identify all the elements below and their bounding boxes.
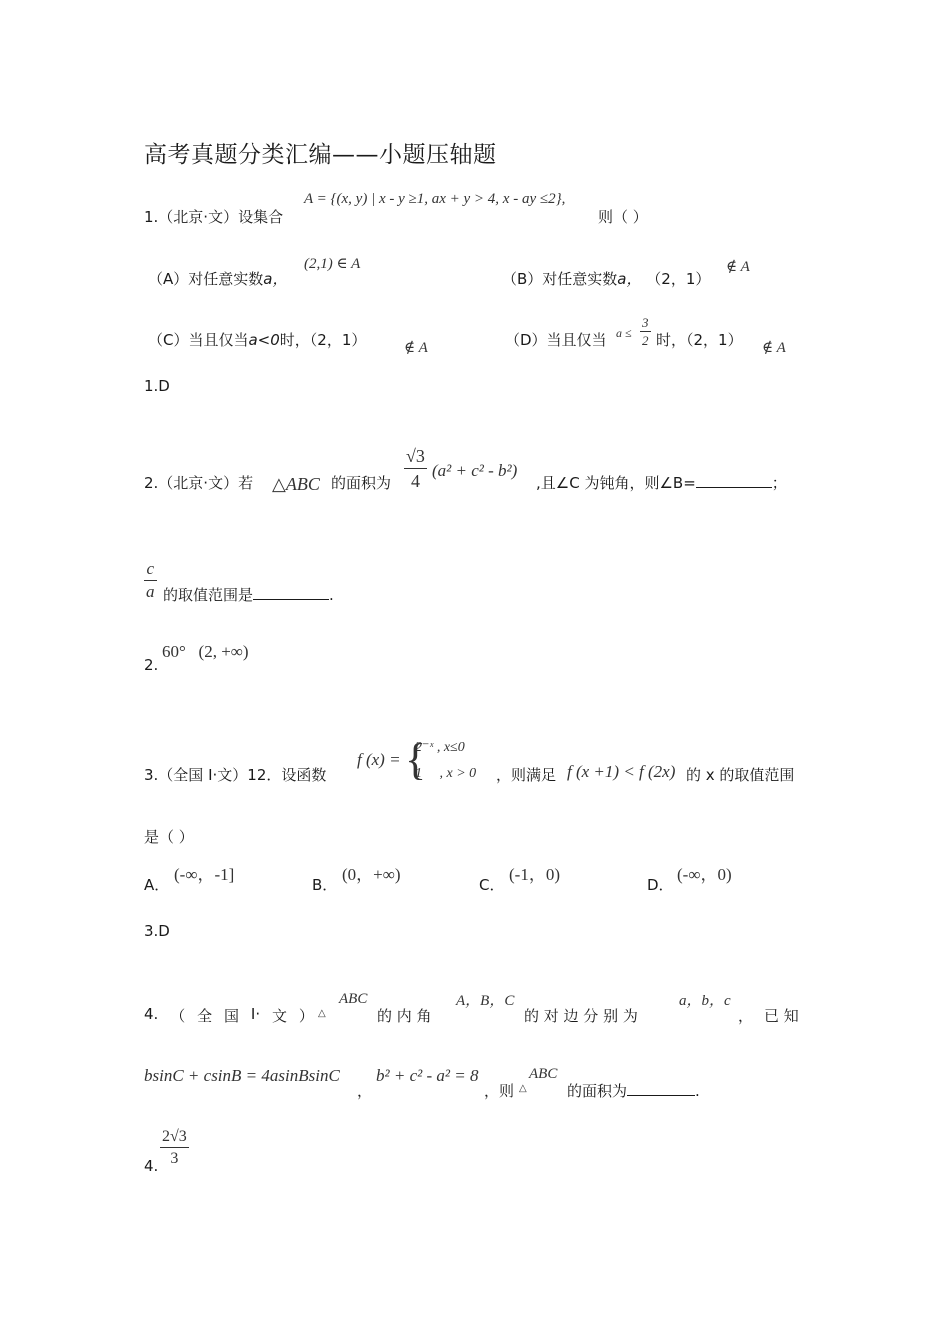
q1-option-c-text: （C）当且仅当: [148, 331, 249, 349]
q2-range: [163, 584, 334, 605]
q1-option-d-fraction: [640, 314, 651, 349]
page-title: 高考真题分类汇编——小题压轴题: [144, 142, 497, 168]
q2-answer-math: 60° (2, +∞): [162, 642, 249, 661]
q4-equation-1: bsinC + csinB = 4asinBsinC: [144, 1066, 340, 1085]
q4-stem-part: I·: [250, 1005, 261, 1023]
q2-ratio-numerator: c: [146, 559, 155, 578]
q1-option-a-var: a，: [263, 270, 288, 288]
q3-case-2: 1 , x > 0: [415, 766, 477, 781]
q4-text-1: 的 内 角: [377, 1007, 432, 1025]
q2-paren-expr: (a² + c² - b²): [432, 461, 518, 480]
q3-option-c-label: C．: [479, 876, 505, 894]
q1-option-a-text: （A）对任意实数: [148, 270, 264, 288]
q1-option-b-var: a，: [617, 270, 642, 288]
q4-period: .: [695, 1082, 700, 1100]
q2-after-text: ,且∠C 为钝角，则∠B=: [536, 474, 696, 492]
q1-option-b: [502, 268, 710, 289]
q4-stem-part: ）: [298, 1007, 314, 1025]
q1-option-d-numerator: 3: [642, 315, 649, 330]
q4-sides: a，b，c: [679, 993, 731, 1009]
q1-option-d-rest: 时，（2，1）: [656, 331, 743, 349]
q3-option-b-math: (0，+∞): [342, 865, 401, 884]
q2-stem: 2.（北京·文）若: [144, 474, 254, 492]
q4-stem-part: 4.: [144, 1005, 159, 1023]
q2-blank-1: [696, 473, 772, 488]
q2-answer-label: 2.: [144, 656, 159, 674]
q2-semicolon: ；: [771, 474, 787, 492]
q4-abc: ABC: [339, 991, 368, 1007]
q3-case-1: 2⁻ˣ , x≤0: [415, 740, 465, 755]
q1-option-b-math: ∉ A: [726, 259, 750, 275]
q2-area-fraction: [404, 444, 427, 493]
q4-text-2: 的 对 边 分 别 为: [524, 1007, 638, 1025]
q1-option-c-var: a<0: [248, 331, 280, 349]
q1-option-a: [148, 268, 287, 289]
q4-stem-part: （: [170, 1007, 186, 1025]
q4-then: ，则: [484, 1082, 515, 1100]
q3-tail: 的 x 的取值范围: [686, 766, 795, 784]
q4-area: [567, 1080, 700, 1101]
q2-after: [536, 472, 787, 493]
q4-stem-part: 国: [224, 1007, 240, 1025]
q4-answer-label: 4.: [144, 1157, 159, 1175]
q1-stem: 1.（北京·文）设集合: [144, 208, 284, 226]
q2-period: .: [329, 586, 334, 604]
q2-fraction-numerator: √3: [406, 446, 425, 466]
q2-blank-2: [253, 585, 329, 600]
q1-option-b-point: （2，1）: [646, 270, 711, 288]
q3-option-a-label: A．: [144, 876, 170, 894]
q4-comma: ，: [738, 1007, 754, 1025]
q4-answer-numerator: 2√3: [162, 1128, 187, 1145]
q1-option-a-math: (2,1) ∈ A: [304, 256, 361, 272]
q3-option-d-label: D．: [647, 876, 674, 894]
q4-blank: [627, 1081, 695, 1096]
q4-equation-2: b² + c² - a² = 8: [376, 1066, 479, 1085]
q3-option-a-math: (-∞，-1]: [174, 865, 235, 884]
q3-line-2: 是（ ）: [144, 828, 194, 846]
q2-range-text: 的取值范围是: [163, 586, 254, 604]
q3-answer: 3.D: [144, 922, 170, 940]
q3-function-name: f (x) =: [357, 750, 401, 769]
q4-answer-fraction: [160, 1126, 189, 1169]
q4-stem-part: 全: [197, 1007, 213, 1025]
q1-option-d-text: （D）当且仅当: [505, 331, 607, 349]
q2-mid: 的面积为: [331, 474, 392, 492]
q1-option-d-math: ∉ A: [762, 340, 786, 356]
q1-option-d-math-a: a ≤: [616, 326, 632, 340]
q4-known: 已 知: [764, 1007, 799, 1025]
q4-angles: A，B，C: [456, 993, 515, 1009]
q1-tail: 则（ ）: [598, 208, 648, 226]
q3-option-b-label: B．: [312, 876, 338, 894]
q2-ratio: [144, 558, 157, 603]
q4-stem-part: 文: [272, 1007, 288, 1025]
q4-answer-denominator: 3: [160, 1147, 189, 1169]
q2-triangle: △ABC: [272, 474, 320, 494]
q4-then-abc: ABC: [529, 1066, 558, 1082]
q3-stem: 3.（全国 I·文）12．设函数: [144, 766, 327, 784]
q3-mid: ，则满足: [496, 766, 557, 784]
q3-inequality: f (x +1) < f (2x): [567, 762, 676, 781]
q4-then-triangle: △: [519, 1083, 527, 1094]
q4-triangle: △: [318, 1008, 326, 1019]
q4-stem: [144, 1005, 314, 1026]
q1-set-formula: A = {(x, y) | x - y ≥1, ax + y > 4, x - ay ≤2},: [304, 191, 566, 207]
q1-option-c-rest: 时，（2，1）: [279, 331, 367, 349]
q1-option-b-text: （B）对任意实数: [502, 270, 618, 288]
q1-option-d-denominator: 2: [642, 333, 649, 348]
q3-option-c-math: (-1，0): [509, 865, 560, 884]
q1-option-c-math: ∉ A: [404, 340, 428, 356]
q1-answer: 1.D: [144, 377, 170, 395]
q3-option-d-math: (-∞，0): [677, 865, 732, 884]
q2-fraction-denominator: 4: [404, 468, 427, 493]
q4-separator: ，: [357, 1082, 373, 1100]
q2-ratio-denominator: a: [146, 582, 155, 601]
q3-brace: {: [405, 735, 427, 784]
q1-option-c: [148, 329, 366, 350]
q4-area-text: 的面积为: [567, 1082, 628, 1100]
